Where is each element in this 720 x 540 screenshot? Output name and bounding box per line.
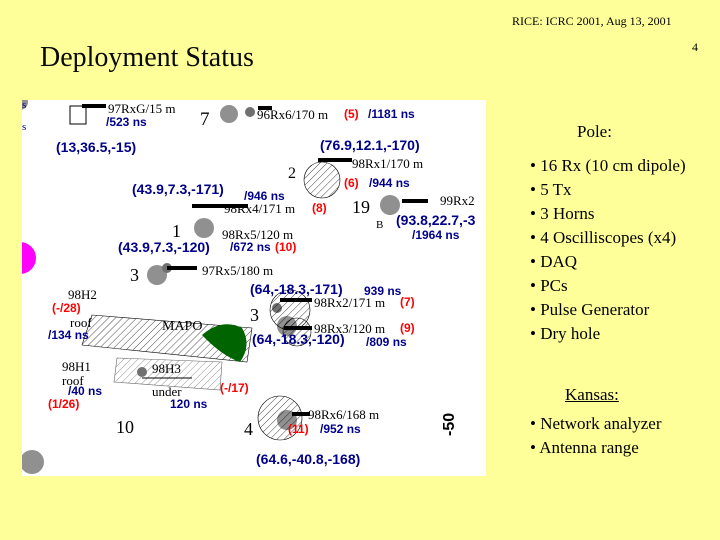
num-7: 7 <box>200 109 210 130</box>
pole-item: • Pulse Generator <box>530 300 650 319</box>
num-3a: 3 <box>130 265 139 285</box>
rx-96-6-ref: (5) <box>344 107 359 121</box>
rx-98-4-ref: (8) <box>312 201 327 215</box>
h2-roof: roof <box>70 315 92 330</box>
coord-f-time: 939 ns <box>364 284 402 298</box>
num-2: 2 <box>288 165 296 182</box>
pole-list <box>530 154 686 346</box>
coord-e-time: /672 ns <box>230 240 271 254</box>
num-3b: 3 <box>250 305 259 325</box>
rx-98-1-time: /944 ns <box>369 176 410 190</box>
kansas-list <box>530 412 662 460</box>
page-number: 4 <box>692 40 698 54</box>
rx-98-3-label: 98Rx3/120 m <box>314 321 386 336</box>
pole-item: • DAQ <box>530 252 578 271</box>
pole-item: • PCs <box>530 276 568 295</box>
h1-roof: roof <box>62 373 84 388</box>
pole-title: Pole: <box>577 122 612 141</box>
rx-98-3-ref: (9) <box>400 321 415 335</box>
coord-a: (13,36.5,-15) <box>56 139 137 155</box>
rx-98-6-time: /952 ns <box>320 422 361 436</box>
pole-item: • 3 Horns <box>530 204 595 223</box>
rx-98-6-ref: (11) <box>288 422 309 436</box>
coord-g-time: /809 ns <box>366 335 407 349</box>
rx-98-5-label: 98Rx5/120 m <box>222 227 294 242</box>
pole-item: • 4 Oscilliscopes (x4) <box>530 228 677 247</box>
pole-item: • 5 Tx <box>530 180 572 199</box>
num-1: 1 <box>172 221 181 241</box>
edge-letter: s <box>22 121 27 133</box>
h3-label: 98H3 <box>152 361 181 376</box>
pole-item: • 16 Rx (10 cm dipole) <box>530 156 686 175</box>
rx-96-6-time: /1181 ns <box>368 107 415 121</box>
rx-98-1-label: 98Rx1/170 m <box>352 156 424 171</box>
h2-label: 98H2 <box>68 287 97 302</box>
coord-b: (76.9,12.1,-170) <box>320 137 420 153</box>
h1-ref: (1/26) <box>48 397 80 411</box>
coord-e: (43.9,7.3,-120) <box>118 239 210 255</box>
coord-g: (64,-18.3,-120) <box>252 331 345 347</box>
coord-d-time: /1964 ns <box>412 228 460 242</box>
num-19: 19 <box>352 197 370 217</box>
coord-f: (64,-18.3,-171) <box>250 281 343 297</box>
conference-header: RICE: ICRC 2001, Aug 13, 2001 <box>512 14 672 28</box>
rx-98-4-label: 98Rx4/171 m <box>224 201 296 216</box>
b-label: B <box>376 219 384 231</box>
rx-hatch-1 <box>304 162 340 198</box>
slide-title: Deployment Status <box>40 42 254 73</box>
rx-98-6-label: 98Rx6/168 m <box>308 407 380 422</box>
deployment-map <box>22 100 486 476</box>
num-4: 4 <box>244 419 253 439</box>
pole-item: • Dry hole <box>530 324 601 343</box>
rx-97-5-label: 97Rx5/180 m <box>202 263 274 278</box>
rx-98-2-ref: (7) <box>400 295 415 309</box>
h2-time: /134 ns <box>48 328 89 342</box>
coord-c-time: /946 ns <box>244 189 285 203</box>
rx-97g-label: 97RxG/15 m <box>108 101 176 116</box>
coord-c: (43.9,7.3,-171) <box>132 181 224 197</box>
coord-h: (64.6,-40.8,-168) <box>256 451 361 467</box>
h1-time: /40 ns <box>68 384 103 398</box>
h3-ref: (-/17) <box>220 381 249 395</box>
h2-ref: (-/28) <box>52 301 81 315</box>
coord-d: (93.8,22.7,-3 <box>396 212 476 228</box>
rx-98-2-label: 98Rx2/171 m <box>314 295 386 310</box>
h3-under: under <box>152 384 182 399</box>
magenta-marker <box>22 242 36 274</box>
rx-99-2-label: 99Rx2 <box>440 193 475 208</box>
edge-letter: s <box>22 100 27 111</box>
kansas-item: • Network analyzer <box>530 414 662 433</box>
rx-96-6-label: 96Rx6/170 m <box>257 107 329 122</box>
h1-label: 98H1 <box>62 359 91 374</box>
axis-label-minus-50: -50 <box>441 412 458 436</box>
rx-98-1-ref: (6) <box>344 176 359 190</box>
kansas-item: • Antenna range <box>530 438 639 457</box>
num-10: 10 <box>116 417 134 437</box>
rx-97g-time: /523 ns <box>106 115 147 129</box>
coord-e-ref: (10) <box>275 240 297 254</box>
mapo-label: MAPO <box>162 319 203 334</box>
kansas-title: Kansas: <box>565 385 619 404</box>
h3-time: 120 ns <box>170 397 208 411</box>
